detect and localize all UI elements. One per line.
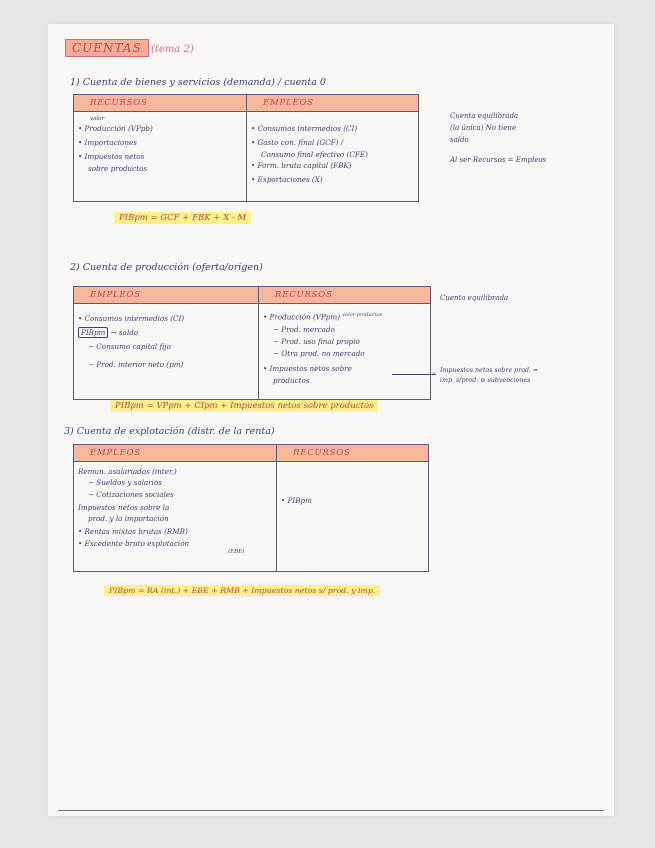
side-note-line: saldo — [450, 136, 469, 144]
section1-right-cell — [247, 112, 419, 202]
section1-left-item: • Producción (VPpb) — [78, 124, 153, 133]
section3-left-item: − Cotizaciones sociales — [88, 490, 174, 499]
section1-left-cell — [74, 112, 247, 202]
section2-right-item — [263, 308, 426, 324]
section3-left-item: Remun. asalariados (inter.) — [78, 467, 177, 476]
section1-right-item: • Exportaciones (X) — [251, 175, 323, 184]
page-title: CUENTAS — [65, 39, 149, 57]
section3-right-cell — [277, 462, 429, 572]
pib-box: PIBpm — [78, 327, 108, 338]
notebook-page — [48, 24, 614, 816]
section3-left-cell — [74, 462, 277, 572]
arrow-head-icon: › — [432, 369, 436, 378]
page-bottom-rule — [58, 810, 604, 811]
section2-left-cell — [74, 304, 259, 400]
arrow-note-line: Impuestos netos sobre prod. = — [440, 367, 539, 374]
section3-right-header: RECURSOS — [277, 445, 429, 462]
section2-table — [73, 286, 431, 400]
section3-heading: 3) Cuenta de explotación (distr. de la renta) — [64, 426, 275, 437]
section3-left-item: Impuestos netos sobre la — [78, 503, 170, 512]
section1-right-item: • Consumos intermedios (CI) — [251, 124, 358, 133]
section2-left-item — [78, 326, 254, 340]
side-note-line: (la única) No tiene — [450, 124, 517, 132]
section1-formula: PIBpm = GCF + FBK + X - M — [114, 212, 251, 224]
section2-right-item: − Prod. uso final propio — [273, 337, 360, 347]
section3-left-item: prod. y la importación — [88, 514, 169, 523]
section1-side-note2: Al ser Recursos = Empleos — [450, 156, 547, 164]
arrow-line — [392, 374, 436, 375]
section2-right-item: − Otra prod. no mercado — [273, 349, 365, 359]
section3-left-item: • Rentas mixtas brutas (RMB) — [78, 527, 188, 536]
section1-left-item: • Impuestos netos — [78, 152, 145, 161]
section3-table — [73, 444, 429, 572]
produccion-label: • Producción (VPpm) — [263, 312, 340, 322]
section2-left-item: − Consumo capital fijo — [88, 342, 171, 351]
section2-right-item: • Impuestos netos sobre — [263, 364, 352, 374]
section1-left-header: RECURSOS — [74, 95, 247, 112]
section2-left-item: − Prod. interior neto (pm) — [88, 360, 184, 369]
section1-table — [73, 94, 419, 202]
arrow-note-line: imp. s/prod. ⊖ subvenciones — [440, 377, 531, 384]
section2-heading: 2) Cuenta de producción (oferta/origen) — [70, 262, 263, 273]
section1-side-note — [450, 110, 518, 146]
section2-right-cell — [259, 304, 431, 400]
side-note-line: Cuenta equilibrada — [450, 112, 519, 120]
section3-left-item: • Excedente bruto explotación — [78, 539, 190, 548]
section2-right-header: RECURSOS — [259, 287, 431, 304]
section3-left-item: (EBE) — [228, 549, 245, 555]
section1-right-item: Consumo final efectivo (CFE) — [261, 150, 368, 159]
section3-left-item: − Sueldos y salarios — [88, 478, 162, 487]
valor-productos-note: valor productos — [342, 312, 383, 318]
section3-right-item: • PIBpm — [281, 496, 312, 505]
section2-side-note: Cuenta equilibrada — [440, 294, 509, 302]
section1-left-item: • Importaciones — [78, 138, 137, 147]
section2-arrow-note — [440, 366, 538, 386]
page-subtitle: (tema 2) — [151, 44, 194, 55]
section2-left-header: EMPLEOS — [74, 287, 259, 304]
section1-right-item: • Gasto con. final (GCF) / — [251, 138, 344, 147]
section1-left-item: sobre productos — [88, 164, 148, 173]
section2-right-item: productos — [273, 376, 310, 386]
section1-heading: 1) Cuenta de bienes y servicios (demanda) / cuenta 0 — [70, 77, 326, 88]
section1-left-small: valor — [90, 116, 105, 122]
section2-right-item: − Prod. mercado — [273, 325, 335, 335]
section2-left-item: • Consumos intermedios (CI) — [78, 314, 185, 323]
section2-formula: PIBpm = VPpm + CIpm + Impuestos netos sobre productos — [110, 400, 378, 412]
section3-left-header: EMPLEOS — [74, 445, 277, 462]
section1-right-item: • Form. bruta capital (FBK) — [251, 161, 352, 170]
section3-formula: PIBpm = RA (int.) + EBE + RMB + Impuestos netos s/ prod. y imp. — [104, 585, 380, 596]
saldo-label: → saldo — [110, 328, 139, 337]
section1-right-header: EMPLEOS — [247, 95, 419, 112]
